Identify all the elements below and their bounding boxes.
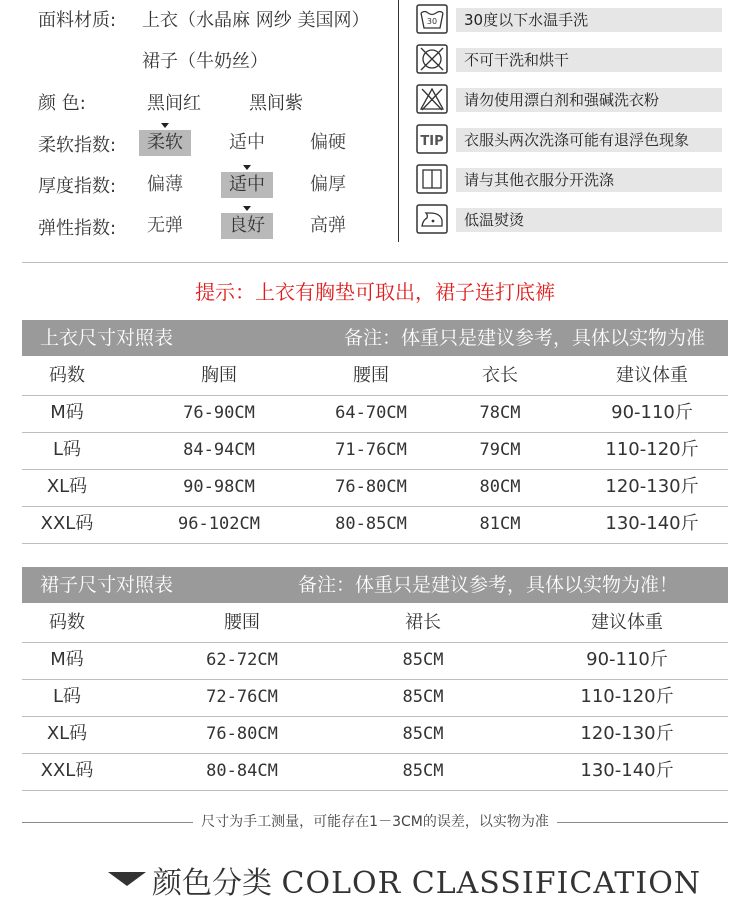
table-cell: M码 — [50, 649, 84, 670]
table-cell: XL码 — [46, 476, 88, 497]
table-cell: 72-76CM — [206, 687, 278, 707]
care-item-bar — [456, 168, 722, 192]
low-iron-icon — [416, 204, 448, 234]
table-row — [22, 753, 728, 791]
table-row — [22, 395, 728, 433]
table-cell: L码 — [52, 686, 82, 707]
skirt-table-title: 裙子尺寸对照表 — [40, 574, 174, 596]
divider-vertical — [398, 0, 399, 242]
fabric-skirt-value: 裙子（牛奶丝） — [142, 51, 268, 72]
column-header: 腰围 — [224, 612, 260, 633]
care-item — [416, 44, 726, 76]
table-cell: XL码 — [46, 723, 88, 744]
elasticity-option-2: 良好 — [221, 213, 273, 239]
wash-separately-icon — [416, 164, 448, 194]
care-item-text: 衣服头两次洗涤可能有退浮色现象 — [464, 131, 690, 149]
table-cell: 90-110斤 — [611, 402, 693, 423]
table-cell: XXL码 — [40, 513, 94, 534]
softness-selected-marker-icon — [161, 123, 169, 128]
care-item-bar — [456, 88, 722, 112]
table-cell: 76-90CM — [183, 403, 255, 423]
care-item — [416, 204, 726, 236]
svg-text:30: 30 — [426, 17, 438, 26]
table-row — [22, 642, 728, 680]
table-row — [22, 432, 728, 470]
table-cell: 120-130斤 — [580, 723, 674, 744]
thickness-label: 厚度指数: — [38, 176, 117, 197]
care-item-text: 低温熨烫 — [464, 211, 525, 229]
table-cell: 90-98CM — [183, 477, 255, 497]
color-option-2: 黑间紫 — [249, 93, 303, 114]
color-section-title — [152, 858, 701, 902]
softness-label: 柔软指数: — [38, 135, 117, 156]
table-cell: 84-94CM — [183, 440, 255, 460]
skirt-table-header — [22, 567, 728, 603]
divider-top — [22, 262, 728, 263]
tip-icon — [416, 124, 448, 154]
table-cell: 96-102CM — [178, 514, 260, 534]
thickness-option-2: 适中 — [221, 172, 273, 198]
table-cell: 80CM — [479, 477, 521, 497]
table-cell: 71-76CM — [335, 440, 407, 460]
elasticity-option-3: 高弹 — [310, 215, 346, 236]
color-label: 颜 色: — [38, 93, 86, 114]
care-item-text: 请与其他衣服分开洗涤 — [464, 171, 615, 189]
care-item — [416, 124, 726, 156]
thickness-option-1: 偏薄 — [147, 174, 183, 195]
table-cell: 80-85CM — [335, 514, 407, 534]
table-cell: 78CM — [479, 403, 521, 423]
table-header-row — [22, 605, 728, 643]
table-cell: M码 — [50, 402, 84, 423]
column-header: 腰围 — [353, 365, 389, 386]
no-dry-clean-icon — [416, 44, 448, 74]
care-item-bar — [456, 48, 722, 72]
table-cell: 62-72CM — [206, 650, 278, 670]
table-cell: 110-120斤 — [580, 686, 674, 707]
table-cell: 110-120斤 — [605, 439, 699, 460]
table-cell: 80-84CM — [206, 761, 278, 781]
table-row — [22, 469, 728, 507]
table-cell: 120-130斤 — [605, 476, 699, 497]
elasticity-option-1: 无弹 — [147, 215, 183, 236]
softness-option-3: 偏硬 — [310, 132, 346, 153]
skirt-table-note: 备注：体重只是建议参考，具体以实物为准！ — [298, 574, 679, 596]
table-cell: 130-140斤 — [580, 760, 674, 781]
table-cell: 76-80CM — [335, 477, 407, 497]
thickness-selected-marker-icon — [243, 165, 251, 170]
table-cell: 85CM — [402, 650, 444, 670]
table-cell: 130-140斤 — [605, 513, 699, 534]
table-cell: 64-70CM — [335, 403, 407, 423]
top-table-note: 备注：体重只是建议参考，具体以实物为准 — [344, 327, 706, 349]
column-header: 衣长 — [482, 365, 518, 386]
tip-text: 提示：上衣有胸垫可取出，裙子连打底裤 — [195, 280, 555, 304]
elasticity-selected-marker-icon — [243, 206, 251, 211]
elasticity-label: 弹性指数: — [38, 218, 117, 239]
footnote-text: 尺寸为手工测量，可能存在1－3CM的误差，以实物为准 — [193, 814, 557, 830]
care-item — [416, 84, 726, 116]
care-item — [416, 4, 726, 36]
fabric-label: 面料材质: — [38, 10, 117, 31]
column-header: 码数 — [49, 365, 85, 386]
column-header: 建议体重 — [591, 612, 663, 633]
color-title-cn: 颜色分类 — [152, 866, 272, 901]
column-header: 胸围 — [201, 365, 237, 386]
table-cell: 79CM — [479, 440, 521, 460]
table-cell: 81CM — [479, 514, 521, 534]
table-cell: 85CM — [402, 761, 444, 781]
table-cell: 90-110斤 — [586, 649, 668, 670]
top-table-title: 上衣尺寸对照表 — [40, 327, 174, 349]
table-header-row — [22, 358, 728, 396]
table-cell: L码 — [52, 439, 82, 460]
care-item — [416, 164, 726, 196]
table-row — [22, 679, 728, 717]
table-cell: XXL码 — [40, 760, 94, 781]
no-bleach-icon — [416, 84, 448, 114]
care-item-bar — [456, 8, 722, 32]
table-cell: 85CM — [402, 687, 444, 707]
column-header: 建议体重 — [616, 365, 688, 386]
column-header: 码数 — [49, 612, 85, 633]
care-item-text: 30度以下水温手洗 — [464, 11, 589, 29]
color-option-1: 黑间红 — [147, 93, 201, 114]
care-item-bar — [456, 208, 722, 232]
table-cell: 85CM — [402, 724, 444, 744]
footnote — [0, 811, 750, 831]
column-header: 裙长 — [405, 612, 441, 633]
care-item-bar — [456, 128, 722, 152]
hand-wash-30-icon — [416, 4, 448, 34]
care-item-text: 请勿使用漂白剂和强碱洗衣粉 — [464, 91, 660, 109]
top-table-header — [22, 320, 728, 356]
section-triangle-icon — [108, 872, 146, 886]
thickness-option-3: 偏厚 — [310, 174, 346, 195]
table-cell: 76-80CM — [206, 724, 278, 744]
table-row — [22, 716, 728, 754]
care-item-text: 不可干洗和烘干 — [464, 51, 570, 69]
softness-option-2: 适中 — [229, 132, 265, 153]
table-row — [22, 506, 728, 544]
fabric-top-value: 上衣（水晶麻 网纱 美国网） — [142, 10, 370, 31]
softness-option-1: 柔软 — [139, 130, 191, 156]
color-title-en: COLOR CLASSIFICATION — [281, 866, 702, 901]
svg-text:TIP: TIP — [420, 134, 444, 149]
